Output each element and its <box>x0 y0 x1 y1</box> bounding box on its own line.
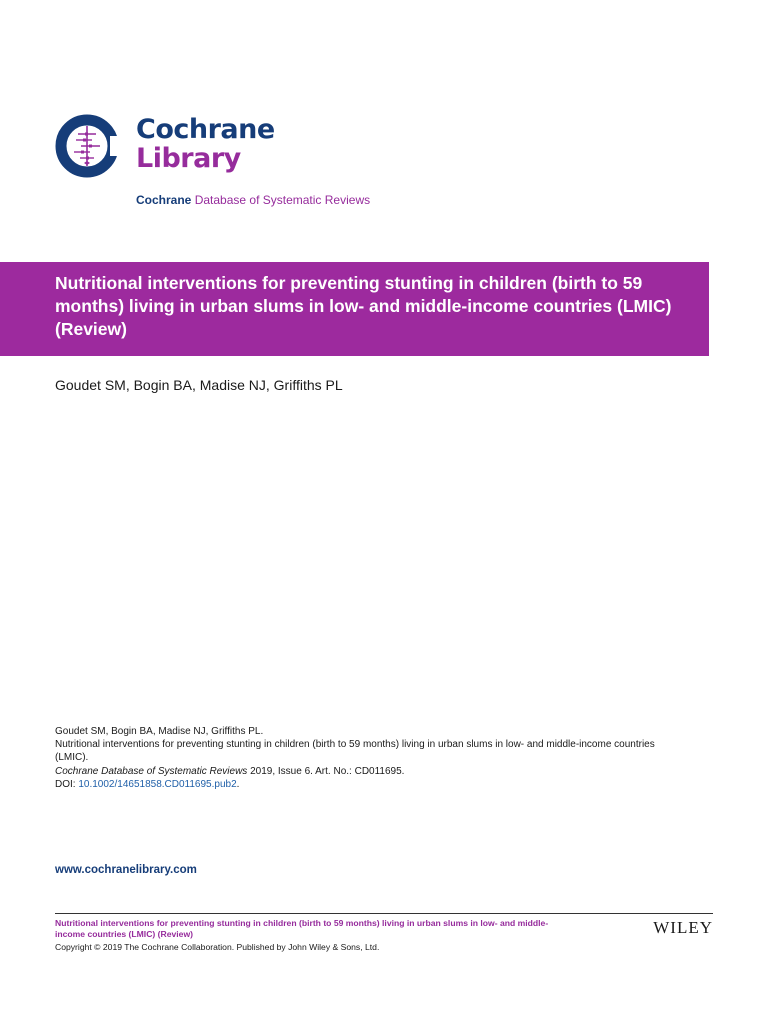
citation-details: 2019, Issue 6. Art. No.: CD011695. <box>247 765 405 777</box>
citation-title: Nutritional interventions for preventing stunting in children (birth to 59 months) living in urban slums in low- and middle-income countries (LMIC). <box>55 739 655 764</box>
logo-wordmark-library: Library <box>136 143 241 174</box>
database-brand: Cochrane <box>136 193 192 207</box>
doi-end: . <box>236 778 240 790</box>
citation-journal: Cochrane Database of Systematic Reviews <box>55 765 248 777</box>
footer-title: Nutritional interventions for preventing stunting in children (birth to 59 months) living in urban slums in low- and middle-income countries (LMIC) (Review) <box>55 918 549 939</box>
citation-source <box>55 765 655 778</box>
footer-copyright: Copyright © 2019 The Cochrane Collaboration. Published by John Wiley & Sons, Ltd. <box>55 942 380 952</box>
wiley-logo: WILEY <box>653 918 713 937</box>
citation-block <box>55 725 655 791</box>
title-banner <box>0 262 709 356</box>
doi-link[interactable]: 10.1002/14651858.CD011695.pub2 <box>78 778 237 790</box>
footer-divider <box>55 913 713 914</box>
citation-authors: Goudet SM, Bogin BA, Madise NJ, Griffiths PL. <box>55 726 264 737</box>
authors: Goudet SM, Bogin BA, Madise NJ, Griffiths PL <box>55 377 343 393</box>
citation-doi <box>55 778 655 791</box>
website-link[interactable]: www.cochranelibrary.com <box>55 864 197 876</box>
doi-label: DOI: <box>55 778 79 790</box>
database-name: Database of Systematic Reviews <box>194 193 371 207</box>
cochrane-logo-icon <box>54 114 122 178</box>
review-title: Nutritional interventions for preventing stunting in children (birth to 59 months) living in urban slums in low- and middle-income countries (LMIC) (Review) <box>55 273 672 339</box>
database-line <box>136 192 370 208</box>
cochrane-library-logo <box>54 112 294 182</box>
logo-wordmark-cochrane: Cochrane <box>136 114 275 145</box>
